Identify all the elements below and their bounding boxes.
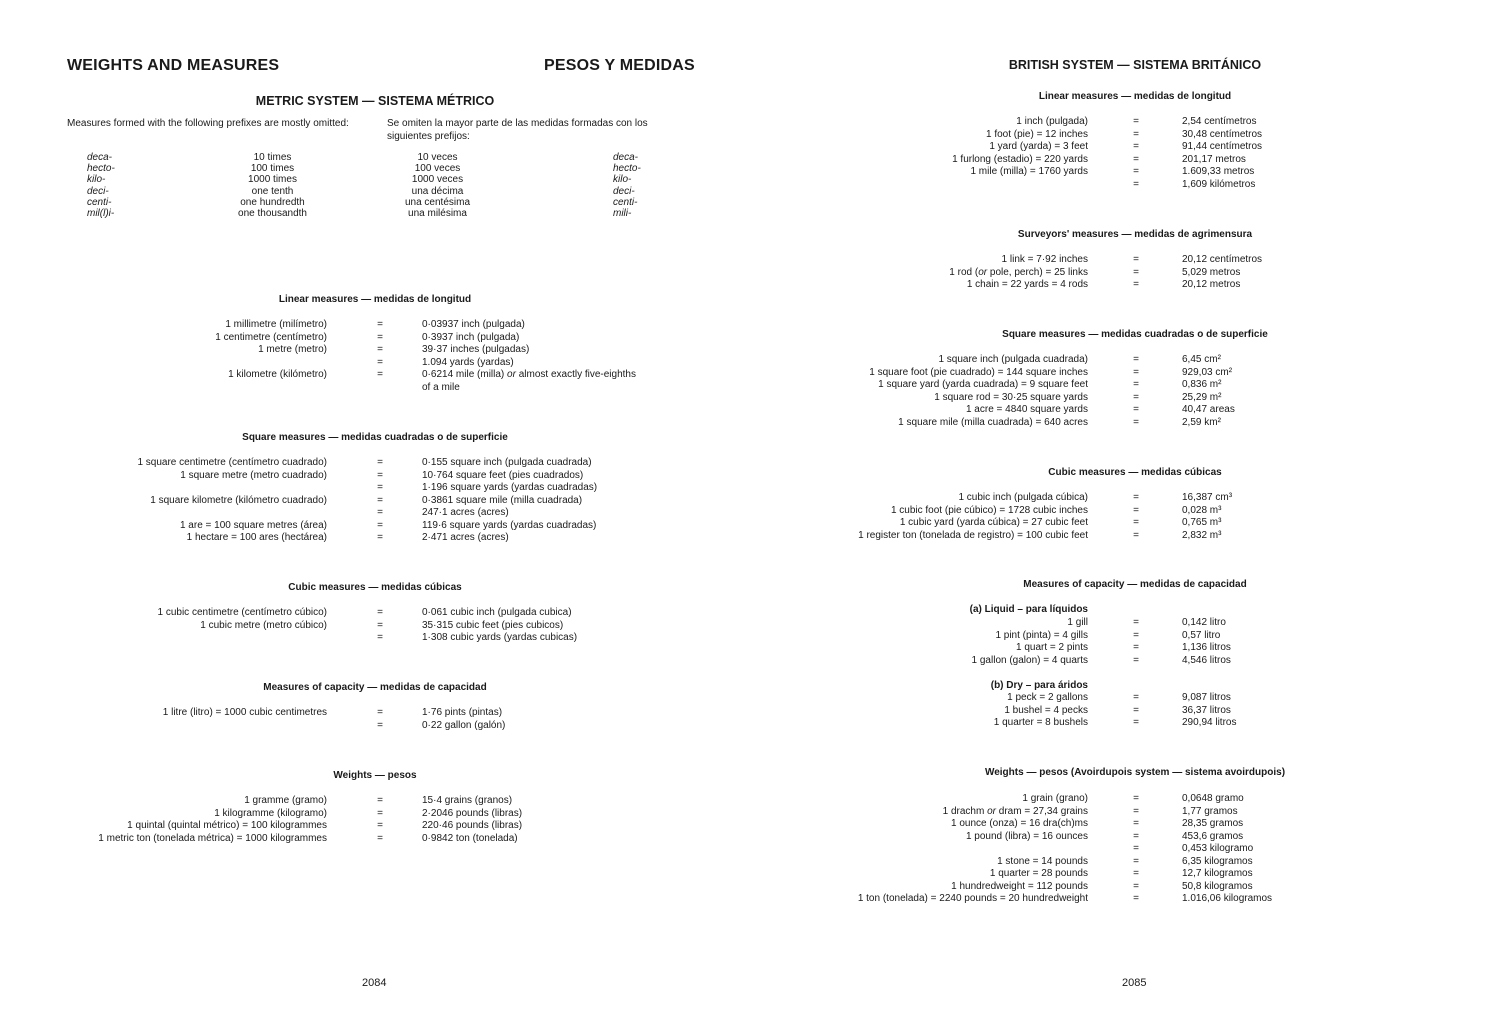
prefix-times-cell: 100 times (250, 163, 295, 175)
row-equivalent: 0·9842 ton (tonelada) (422, 832, 518, 844)
header-pesos-y-medidas: PESOS Y MEDIDAS (544, 57, 695, 74)
table-row (0, 354, 1500, 367)
table-row (0, 379, 1500, 392)
row-quantity: 1 square foot (pie cuadrado) = 144 square inches (869, 366, 1088, 378)
table-row (0, 893, 1500, 906)
row-equals: = (377, 795, 383, 806)
row-quantity: 1 litre (litro) = 1000 cubic centimetres (162, 707, 327, 718)
left-section-title: Measures of capacity — medidas de capacidad (263, 682, 487, 693)
prefix-es-cell: kilo- (613, 174, 632, 186)
table-row (0, 655, 1500, 668)
right-section-title: Surveyors' measures — medidas de agrimensura (1017, 229, 1253, 240)
row-quantity: 1 square mile (milla cuadrada) = 640 acres (898, 416, 1088, 428)
row-equals: = (1133, 868, 1139, 879)
table-row (0, 417, 1500, 430)
row-equivalent: 201,17 metros (1182, 153, 1246, 165)
row-equals: = (1133, 116, 1139, 127)
row-quantity: 1 metre (metro) (258, 344, 327, 355)
right-section-title: Measures of capacity — medidas de capacidad (1023, 579, 1247, 590)
prefix-es-cell: deci- (613, 185, 635, 197)
row-equals: = (377, 507, 383, 518)
row-quantity: 1 gallon (galon) = 4 quarts (971, 654, 1088, 666)
row-quantity: 1 acre = 4840 square yards (965, 404, 1088, 415)
row-equivalent: 25,29 m² (1182, 391, 1222, 403)
row-quantity: 1 drachm or dram = 27,34 grains (942, 805, 1088, 817)
table-row (0, 116, 1500, 129)
page-number-right: 2085 (1122, 977, 1147, 989)
row-equivalent: 1.609,33 metros (1182, 166, 1255, 177)
row-equals: = (1133, 805, 1139, 817)
row-quantity: 1 cubic yard (yarda cúbica) = 27 cubic feet (899, 517, 1088, 528)
row-quantity: 1 square rod = 30·25 square yards (934, 391, 1088, 403)
row-quantity: 1 furlong (estadio) = 220 yards (952, 153, 1088, 165)
row-quantity: 1 hundredweight = 112 pounds (951, 880, 1088, 892)
row-equivalent: 6,35 kilogramos (1182, 855, 1253, 867)
row-equals: = (1133, 517, 1139, 528)
row-equals: = (377, 832, 383, 844)
row-equivalent: 0·3861 square mile (milla cuadrada) (422, 494, 583, 506)
row-equivalent: 1.094 yards (yardas) (422, 356, 514, 368)
row-equivalent: 15·4 grains (granos) (422, 795, 513, 806)
row-equals: = (1133, 818, 1139, 829)
row-equivalent: 0,028 m³ (1182, 504, 1222, 516)
row-equals: = (1133, 266, 1139, 278)
table-row (0, 517, 1500, 530)
row-equals: = (1133, 254, 1139, 265)
row-equals: = (1133, 843, 1139, 854)
row-equivalent: 1,609 kilómetros (1182, 178, 1256, 190)
table-row (0, 881, 1500, 894)
row-equivalent: 2,59 km² (1182, 416, 1221, 428)
row-equivalent: 5,029 metros (1182, 266, 1241, 278)
row-equals: = (1133, 128, 1139, 140)
row-equivalent: 39·37 inches (pulgadas) (422, 344, 530, 355)
row-equals: = (377, 482, 383, 493)
row-quantity: 1 kilogramme (kilogramo) (214, 807, 327, 819)
prefix-veces-cell: una centésima (404, 196, 471, 208)
table-row (0, 267, 1500, 280)
row-equals: = (377, 807, 383, 819)
table-row (0, 856, 1500, 869)
right-section-title: Square measures — medidas cuadradas o de superficie (1002, 329, 1268, 340)
prefix-veces-cell: una décima (411, 185, 464, 197)
row-quantity: 1 cubic inch (pulgada cúbica) (958, 492, 1088, 503)
row-quantity: 1 hectare = 100 ares (hectárea) (186, 532, 327, 543)
table-row (0, 617, 1500, 630)
row-equals: = (377, 820, 383, 831)
prefix-en-cell: deca- (87, 152, 113, 163)
row-equivalent: 0·061 cubic inch (pulgada cubica) (422, 607, 572, 618)
row-quantity: 1 square metre (metro cuadrado) (180, 469, 327, 481)
prefix-times-cell: one tenth (251, 185, 294, 197)
prefix-en-cell: deci- (87, 185, 109, 197)
row-equivalent: 2,54 centímetros (1182, 116, 1257, 127)
row-equals: = (1133, 166, 1139, 177)
row-equivalent: 91,44 centímetros (1182, 141, 1263, 152)
table-row (0, 818, 1500, 831)
table-row (0, 279, 1500, 292)
table-row (0, 793, 1500, 806)
row-equivalent: 16,387 cm³ (1182, 492, 1233, 503)
row-equals: = (1133, 629, 1139, 641)
prefix-es-cell: hecto- (613, 163, 641, 175)
row-equivalent: 2·471 acres (acres) (422, 532, 509, 543)
row-equivalent: 0·155 square inch (pulgada cuadrada) (422, 457, 592, 468)
metric-system-title: METRIC SYSTEM — SISTEMA MÉTRICO (255, 94, 495, 108)
row-equals: = (1133, 178, 1139, 190)
row-equals: = (377, 344, 383, 355)
row-equals: = (377, 532, 383, 543)
table-row (0, 505, 1500, 518)
prefix-times-cell: 1000 times (248, 174, 297, 186)
row-equals: = (1133, 880, 1139, 892)
row-equals: = (1133, 379, 1139, 390)
table-row (0, 630, 1500, 643)
row-equivalent: 9,087 litros (1182, 692, 1231, 703)
row-equivalent: 1,136 litros (1182, 642, 1231, 653)
row-equals: = (1133, 717, 1139, 728)
row-equivalent: 2,832 m³ (1182, 529, 1222, 541)
table-row (0, 705, 1500, 718)
row-equivalent: 6,45 cm² (1182, 354, 1221, 365)
row-equals: = (1133, 692, 1139, 703)
right-section-title: Cubic measures — medidas cúbicas (1048, 467, 1222, 478)
row-quantity: 1 are = 100 square metres (área) (179, 519, 327, 531)
intro-spanish: Se omiten la mayor parte de las medidas formadas con los siguientes prefijos: (387, 118, 648, 142)
row-equals: = (1133, 153, 1139, 165)
row-equivalent: 20,12 centímetros (1182, 254, 1263, 265)
row-equivalent: 0·03937 inch (pulgada) (422, 319, 525, 330)
row-quantity: 1 cubic foot (pie cúbico) = 1728 cubic inches (890, 504, 1088, 516)
row-equals: = (1133, 404, 1139, 415)
row-quantity: 1 millimetre (milímetro) (225, 319, 327, 330)
table-row (0, 831, 1500, 844)
table-row (0, 392, 1500, 405)
row-equivalent: 220·46 pounds (libras) (422, 820, 523, 831)
row-equals: = (1133, 793, 1139, 804)
table-row (0, 166, 1500, 179)
row-equivalent: 119·6 square yards (yardas cuadradas) (422, 519, 597, 531)
row-equals: = (377, 607, 383, 618)
row-equivalent: 1.016,06 kilogramos (1182, 893, 1273, 904)
row-equals: = (1133, 279, 1139, 290)
row-quantity: 1 grain (grano) (1022, 793, 1088, 804)
row-equivalent: 0,57 litro (1182, 629, 1221, 641)
prefix-es-cell: mili- (613, 208, 632, 220)
row-quantity: 1 mile (milla) = 1760 yards (970, 166, 1088, 177)
row-equals: = (377, 469, 383, 481)
row-equals: = (1133, 391, 1139, 403)
row-equals: = (1133, 354, 1139, 365)
table-row (0, 404, 1500, 417)
prefix-es-cell: centi- (613, 196, 638, 208)
row-equivalent: 40,47 areas (1182, 404, 1235, 415)
row-equals: = (377, 494, 383, 506)
row-equivalent: 36,37 litros (1182, 704, 1231, 716)
row-quantity: 1 rod (or pole, perch) = 25 links (949, 266, 1088, 278)
row-equivalent: 12,7 kilogramos (1182, 868, 1253, 879)
left-section-title: Linear measures — medidas de longitud (278, 294, 472, 305)
row-quantity: 1 chain = 22 yards = 4 rods (966, 279, 1088, 290)
row-equals: = (1133, 855, 1139, 867)
row-quantity: 1 gill (1067, 617, 1088, 628)
left-section-title: Weights — pesos (333, 770, 417, 781)
row-equals: = (1133, 830, 1139, 842)
row-quantity: 1 gramme (gramo) (244, 795, 327, 806)
row-equivalent: of a mile (422, 381, 460, 393)
row-equals: = (377, 356, 383, 368)
intro-english: Measures formed with the following prefixes are mostly omitted: (67, 118, 349, 129)
table-row (0, 492, 1500, 505)
row-equals: = (377, 707, 383, 718)
prefix-times-cell: one thousandth (238, 208, 307, 220)
row-equivalent: 28,35 gramos (1182, 818, 1244, 829)
row-equals: = (1133, 529, 1139, 541)
row-quantity: 1 quarter = 8 bushels (993, 717, 1088, 728)
row-quantity: 1 bushel = 4 pecks (1004, 704, 1088, 716)
prefix-es-cell: deca- (613, 152, 639, 163)
table-row (0, 367, 1500, 380)
prefix-times-cell: 10 times (253, 152, 292, 163)
row-equivalent: 35·315 cubic feet (pies cubicos) (422, 619, 564, 631)
row-equivalent: 929,03 cm² (1182, 366, 1233, 378)
row-equivalent: 247·1 acres (acres) (422, 507, 509, 518)
prefix-en-cell: hecto- (87, 163, 115, 175)
row-quantity: 1 pound (libra) = 16 ounces (965, 830, 1088, 842)
row-equals: = (1133, 492, 1139, 503)
prefix-veces-cell: 1000 veces (411, 174, 464, 186)
row-equals: = (1133, 654, 1139, 666)
row-equivalent: 20,12 metros (1182, 279, 1241, 290)
table-row (0, 806, 1500, 819)
row-equals: = (377, 519, 383, 531)
row-quantity: 1 quart = 2 pints (1016, 642, 1088, 653)
row-equivalent: 50,8 kilogramos (1182, 880, 1253, 892)
row-equals: = (1133, 617, 1139, 628)
row-quantity: 1 peck = 2 gallons (1007, 692, 1088, 703)
row-equals: = (377, 331, 383, 343)
row-equivalent: 0,453 kilogramo (1182, 843, 1254, 854)
row-quantity: 1 ounce (onza) = 16 dra(ch)ms (950, 818, 1088, 829)
row-equals: = (1133, 642, 1139, 653)
row-quantity: 1 metric ton (tonelada métrica) = 1000 kilogrammes (98, 832, 327, 844)
row-equivalent: 0·6214 mile (milla) or almost exactly five-eighths (422, 369, 636, 380)
left-section-title: Cubic measures — medidas cúbicas (288, 582, 462, 593)
british-system-title: BRITISH SYSTEM — SISTEMA BRITÁNICO (1008, 58, 1262, 72)
prefix-en-cell: kilo- (87, 174, 106, 186)
table-row (0, 254, 1500, 267)
table-row (0, 129, 1500, 142)
prefix-veces-cell: una milésima (408, 208, 467, 220)
row-quantity: 1 register ton (tonelada de registro) = 100 cubic feet (858, 529, 1088, 541)
row-equals: = (377, 719, 383, 731)
row-equals: = (1133, 704, 1139, 716)
row-equivalent: 0,765 m³ (1182, 517, 1222, 528)
row-equivalent: 0,836 m² (1182, 379, 1222, 390)
row-equals: = (377, 619, 383, 631)
row-equivalent: 10·764 square feet (pies cuadrados) (422, 469, 584, 481)
table-row (0, 141, 1500, 154)
row-equivalent: 0,142 litro (1182, 617, 1226, 628)
row-equals: = (377, 632, 383, 643)
row-quantity: 1 square centimetre (centímetro cuadrado) (137, 457, 327, 468)
prefix-veces-cell: 100 veces (414, 163, 461, 175)
row-equivalent: 30,48 centímetros (1182, 128, 1263, 140)
row-quantity: 1 pint (pinta) = 4 gills (995, 629, 1088, 641)
table-row (0, 530, 1500, 543)
prefix-veces-cell: 10 veces (417, 152, 458, 163)
row-equals: = (1133, 416, 1139, 428)
table-row (0, 642, 1500, 655)
prefix-en-cell: centi- (87, 196, 112, 208)
left-section-title: Square measures — medidas cuadradas o de superficie (242, 432, 508, 443)
page-number-left: 2084 (362, 977, 387, 989)
liquid-subheading: (a) Liquid – para líquidos (969, 604, 1088, 615)
table-row (0, 843, 1500, 856)
row-equals: = (1133, 504, 1139, 516)
row-quantity: 1 foot (pie) = 12 inches (985, 128, 1088, 140)
row-quantity: 1 quarter = 28 pounds (989, 868, 1088, 879)
right-section-title: Weights — pesos (Avoirdupois system — sistema avoirdupois) (984, 767, 1286, 778)
row-equivalent: 4,546 litros (1182, 654, 1231, 666)
row-equivalent: 1·76 pints (pintas) (422, 707, 503, 718)
row-equivalent: 1·196 square yards (yardas cuadradas) (422, 482, 598, 493)
row-quantity: 1 ton (tonelada) = 2240 pounds = 20 hundredweight (857, 893, 1088, 904)
row-equivalent: 290,94 litros (1182, 717, 1237, 728)
row-equivalent: 0,0648 gramo (1182, 793, 1244, 804)
table-row (0, 154, 1500, 167)
row-quantity: 1 centimetre (centímetro) (215, 331, 327, 343)
row-quantity: 1 quintal (quintal métrico) = 100 kilogrammes (127, 820, 327, 831)
table-row (0, 179, 1500, 192)
row-equals: = (377, 369, 383, 380)
row-quantity: 1 square inch (pulgada cuadrada) (938, 354, 1088, 365)
row-quantity: 1 cubic centimetre (centímetro cúbico) (157, 607, 327, 618)
row-quantity: 1 stone = 14 pounds (997, 855, 1088, 867)
row-equivalent: 453,6 gramos (1182, 830, 1244, 842)
row-quantity: 1 square yard (yarda cuadrada) = 9 square feet (878, 379, 1088, 390)
row-quantity: 1 cubic metre (metro cúbico) (200, 619, 327, 631)
row-equivalent: 1·308 cubic yards (yardas cubicas) (422, 632, 578, 643)
row-equals: = (377, 457, 383, 468)
row-equals: = (1133, 893, 1139, 904)
row-quantity: 1 inch (pulgada) (1016, 116, 1088, 127)
row-equivalent: 2·2046 pounds (libras) (422, 807, 523, 819)
header-weights-and-measures: WEIGHTS AND MEASURES (67, 57, 280, 74)
row-equals: = (377, 319, 383, 330)
table-row (0, 717, 1500, 730)
table-row (0, 692, 1500, 705)
row-quantity: 1 link = 7·92 inches (1001, 254, 1088, 265)
row-equivalent: 0·22 gallon (galón) (422, 719, 506, 731)
prefix-en-cell: mil(l)i- (87, 208, 115, 220)
prefix-times-cell: one hundredth (240, 196, 305, 208)
row-equals: = (1133, 366, 1139, 378)
row-quantity: 1 yard (yarda) = 3 feet (989, 141, 1088, 152)
row-equivalent: 1,77 gramos (1182, 805, 1238, 817)
row-quantity: 1 square kilometre (kilómetro cuadrado) (150, 494, 327, 506)
dry-subheading: (b) Dry – para áridos (990, 680, 1088, 691)
row-quantity: 1 kilometre (kilómetro) (228, 369, 327, 380)
row-equivalent: 0·3937 inch (pulgada) (422, 331, 520, 343)
right-section-title: Linear measures — medidas de longitud (1038, 91, 1232, 102)
table-row (0, 868, 1500, 881)
row-equals: = (1133, 141, 1139, 152)
